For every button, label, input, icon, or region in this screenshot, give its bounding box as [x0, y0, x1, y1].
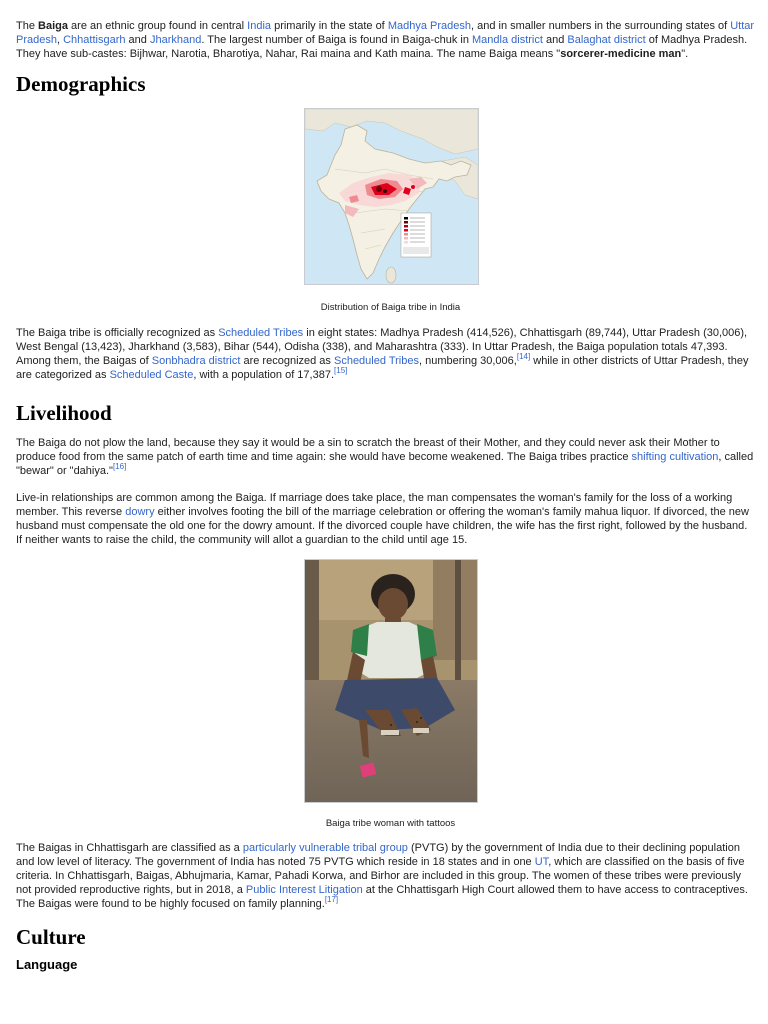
text: and [125, 34, 150, 46]
text: in eight states: Madhya Pradesh (414,526), Chhattisgarh (89,744), Uttar Pradesh (30,006), West Bengal (13,423), Jharkhand (3,583), Bihar (544), Odisha (338), and Maharashtra (333). In Uttar Pradesh, the Baiga population totals 47,393. Among them, the Baigas of [16, 327, 748, 367]
india-map-icon [305, 109, 478, 284]
map-caption: Distribution of Baiga tribe in India [320, 302, 461, 313]
link-jharkhand[interactable]: Jharkhand [149, 34, 202, 46]
text: ". [681, 48, 689, 60]
baiga-woman-photo-image [305, 560, 477, 802]
link-india[interactable]: India [247, 20, 272, 32]
text: , numbering 30,006, [418, 355, 517, 367]
link-dowry[interactable]: dowry [125, 506, 155, 518]
link-sonbhadra-district[interactable]: Sonbhadra district [151, 355, 241, 367]
text: are an ethnic group found in central [67, 20, 248, 32]
link-shifting-cultivation[interactable]: shifting cultivation [631, 451, 719, 463]
heading-culture: Culture [16, 925, 86, 949]
photo-caption: Baiga tribe woman with tattoos [325, 818, 456, 829]
link-scheduled-tribes-2[interactable]: Scheduled Tribes [333, 355, 419, 367]
ref-17[interactable]: [17] [324, 895, 339, 904]
text: primarily in the state of [271, 20, 388, 32]
link-madhya-pradesh[interactable]: Madhya Pradesh [387, 20, 471, 32]
text: are recognized as [240, 355, 334, 367]
link-public-interest-litigation[interactable]: Public Interest Litigation [245, 884, 363, 896]
intro-paragraph [16, 19, 756, 61]
link-mandla-district[interactable]: Mandla district [472, 34, 543, 46]
subheading-language: Language [16, 957, 78, 972]
text: The Baigas in Chhattisgarh are classified as a [16, 842, 243, 854]
text: , called "bewar" or "dahiya." [16, 451, 754, 477]
heading-demographics: Demographics [16, 72, 146, 96]
link-scheduled-caste[interactable]: Scheduled Caste [109, 369, 194, 381]
ref-16[interactable]: [16] [112, 462, 127, 471]
livelihood-paragraph-3 [16, 841, 756, 911]
text: at the Chhattisgarh High Court allowed them to have access to contraceptives. The Baigas were found to be highly focused on family planning. [16, 884, 748, 910]
link-scheduled-tribes[interactable]: Scheduled Tribes [218, 327, 304, 339]
text: The [16, 20, 39, 32]
text: and [542, 34, 568, 46]
link-chhattisgarh[interactable]: Chhattisgarh [63, 34, 126, 46]
baiga-woman-photo[interactable] [304, 559, 478, 803]
demographics-paragraph [16, 326, 756, 382]
ref-15[interactable]: [15] [334, 366, 348, 375]
baiga-bold: Baiga [38, 20, 68, 32]
text: while in other districts of Uttar Pradesh, they are categorized as [16, 355, 749, 381]
livelihood-paragraph-1 [16, 436, 756, 478]
meaning-bold: sorcerer-medicine man [560, 48, 682, 60]
text: , which are classified on the basis of five criteria. In Chhattisgarh, Baigas, Abhujmaria, Kamar, Pahadi Korwa, and Birhor are included in this group. The women of these tribes were previously not provided reproductive rights, but in 2018, a [16, 856, 745, 896]
text: , [56, 34, 64, 46]
link-balaghat-district[interactable]: Balaghat district [567, 34, 646, 46]
heading-livelihood: Livelihood [16, 401, 112, 425]
ref-14[interactable]: [14] [516, 352, 531, 361]
link-uttar-pradesh[interactable]: Uttar Pradesh [16, 20, 755, 46]
text: Live-in relationships are common among the Baiga. If marriage does take place, the man compensates the woman's family for the loss of a working member. This reverse [16, 492, 733, 518]
baiga-distribution-map[interactable] [304, 108, 479, 285]
text: , with a population of 17,387. [193, 369, 335, 381]
text: , and in smaller numbers in the surrounding states of [470, 20, 731, 32]
link-pvtg[interactable]: particularly vulnerable tribal group [242, 842, 408, 854]
text: The Baiga do not plow the land, because they say it would be a sin to scratch the breast of their Mother, and they could never ask their Mother to produce food from the same patch of earth time and time again: she would have become weakened. The Baiga tribes practice [16, 437, 720, 463]
text: . The largest number of Baiga is found in Baiga-chuk in [201, 34, 473, 46]
text: (PVTG) by the government of India due to their declining population and low level of literacy. The government of India has noted 75 PVTG which reside in 18 states and in one [16, 842, 740, 868]
livelihood-paragraph-2 [16, 491, 756, 547]
link-ut[interactable]: UT [534, 856, 549, 868]
text: either involves footing the bill of the marriage celebration or offering the woman's family mahua liquor. If divorced, the new husband must compensate the old one for the dowry amount. If the divorced couple have children, the wife has the first right, followed by the husband. If neither wants to raise the child, the community will allot a guardian to the child until age 15. [16, 506, 749, 546]
text: The Baiga tribe is officially recognized as [16, 327, 219, 339]
text: of Madhya Pradesh. They have sub-castes: Bijhwar, Narotia, Bharotiya, Nahar, Rai maina and Kath maina. The name Baiga means " [16, 34, 748, 60]
